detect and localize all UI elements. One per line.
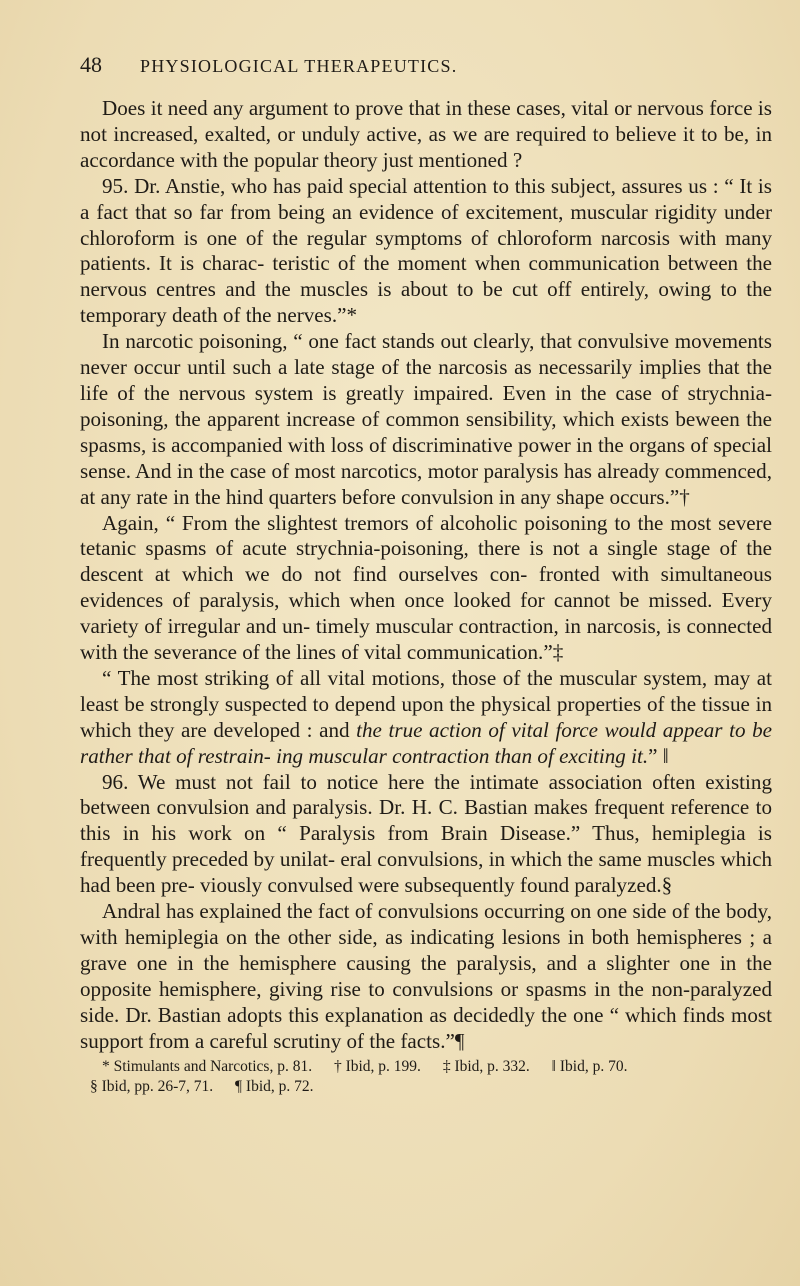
footnotes <box>80 1057 772 1097</box>
footnote: † Ibid, p. 199. <box>333 1057 421 1075</box>
footnote: * Stimulants and Narcotics, p. 81. <box>102 1057 313 1075</box>
footnote: ¶ Ibid, p. 72. <box>235 1077 314 1095</box>
running-title: PHYSIOLOGICAL THERAPEUTICS. <box>140 56 458 76</box>
paragraph-narcotic-poisoning: In narcotic poisoning, “ one fact stands out clearly, that convulsive movements never occur until such a late stage of the narcosis as necessarily implies that the life of the nervous system is greatly impaired. Even in the case of strychnia-poisoning, the apparent increase of common sensibility, which exists beween the spasms, is accompanied with loss of discriminative power in the organs of special sense. And in the case of most narcotics, motor paralysis has already commenced, at any rate in the hind quarters before convulsion in any shape occurs.”† <box>80 329 772 509</box>
footnote-line <box>80 1057 772 1077</box>
paragraph-intro: Does it need any argument to prove that in these cases, vital or nervous force is not increased, exalted, or unduly active, as we are required to believe it to be, in accordance with the popular theory just mentioned ? <box>80 96 772 172</box>
footnote-line <box>80 1077 772 1097</box>
vital-motions-italic: the true action of vital force would appear to be rather that of restrain- ing muscular contraction than of exciting it. <box>80 717 772 768</box>
paragraph-vital-motions <box>80 666 772 770</box>
footnote: § Ibid, pp. 26-7, 71. <box>90 1077 214 1095</box>
paragraph-again: Again, “ From the slightest tremors of alcoholic poisoning to the most severe tetanic spasms of acute strychnia-poisoning, there is not a single stage of the descent at which we do not find ourselves con- fronted with simultaneous evidences of paralysis, which when once looked for cannot be missed. Every variety of irregular and un- timely muscular contraction, in narcosis, is connected with the severance of the lines of vital communication.”‡ <box>80 510 772 665</box>
paragraph-96: 96. We must not fail to notice here the intimate association often existing between convulsion and paralysis. Dr. H. C. Bastian makes frequent reference to this in his work on “ Paralysis from Brain Disease.” Thus, hemiplegia is frequently preceded by unilat- eral convulsions, in which the same muscles which had been pre- viously convulsed were subsequently found paralyzed.§ <box>80 769 772 898</box>
paragraph-andral: Andral has explained the fact of convulsions occurring on one side of the body, with hemiplegia on the other side, as indicating lesions in both hemispheres ; a grave one in the hemisphere causing the paralysis, and a slighter one in the opposite hemisphere, giving rise to convulsions or spasms in the non-paralyzed side. Dr. Bastian adopts this explanation as decidedly the one “ which finds most support from a careful scrutiny of the facts.”¶ <box>80 899 772 1053</box>
running-head <box>80 52 772 88</box>
body-text <box>80 96 772 1055</box>
page-number: 48 <box>80 52 102 77</box>
vital-motions-text: “ The most striking of all vital motions, those of the muscular system, may at least be strongly suspected to depend upon the physical properties of the tissue in which they are developed : and <box>80 665 772 742</box>
footnote: ‖ Ibid, p. 70. <box>551 1057 628 1075</box>
footnote: ‡ Ibid, p. 332. <box>442 1057 530 1075</box>
vital-motions-closing: ” ‖ <box>648 743 669 768</box>
paragraph-95: 95. Dr. Anstie, who has paid special attention to this subject, assures us : “ It is a fact that so far from being an evidence of excitement, muscular rigidity under chloroform is one of the regular symptoms of chloroform narcosis with many patients. It is charac- teristic of the moment when communication between the nervous centres and the muscles is about to be cut off entirely, owing to the temporary death of the nerves.”* <box>80 173 772 328</box>
